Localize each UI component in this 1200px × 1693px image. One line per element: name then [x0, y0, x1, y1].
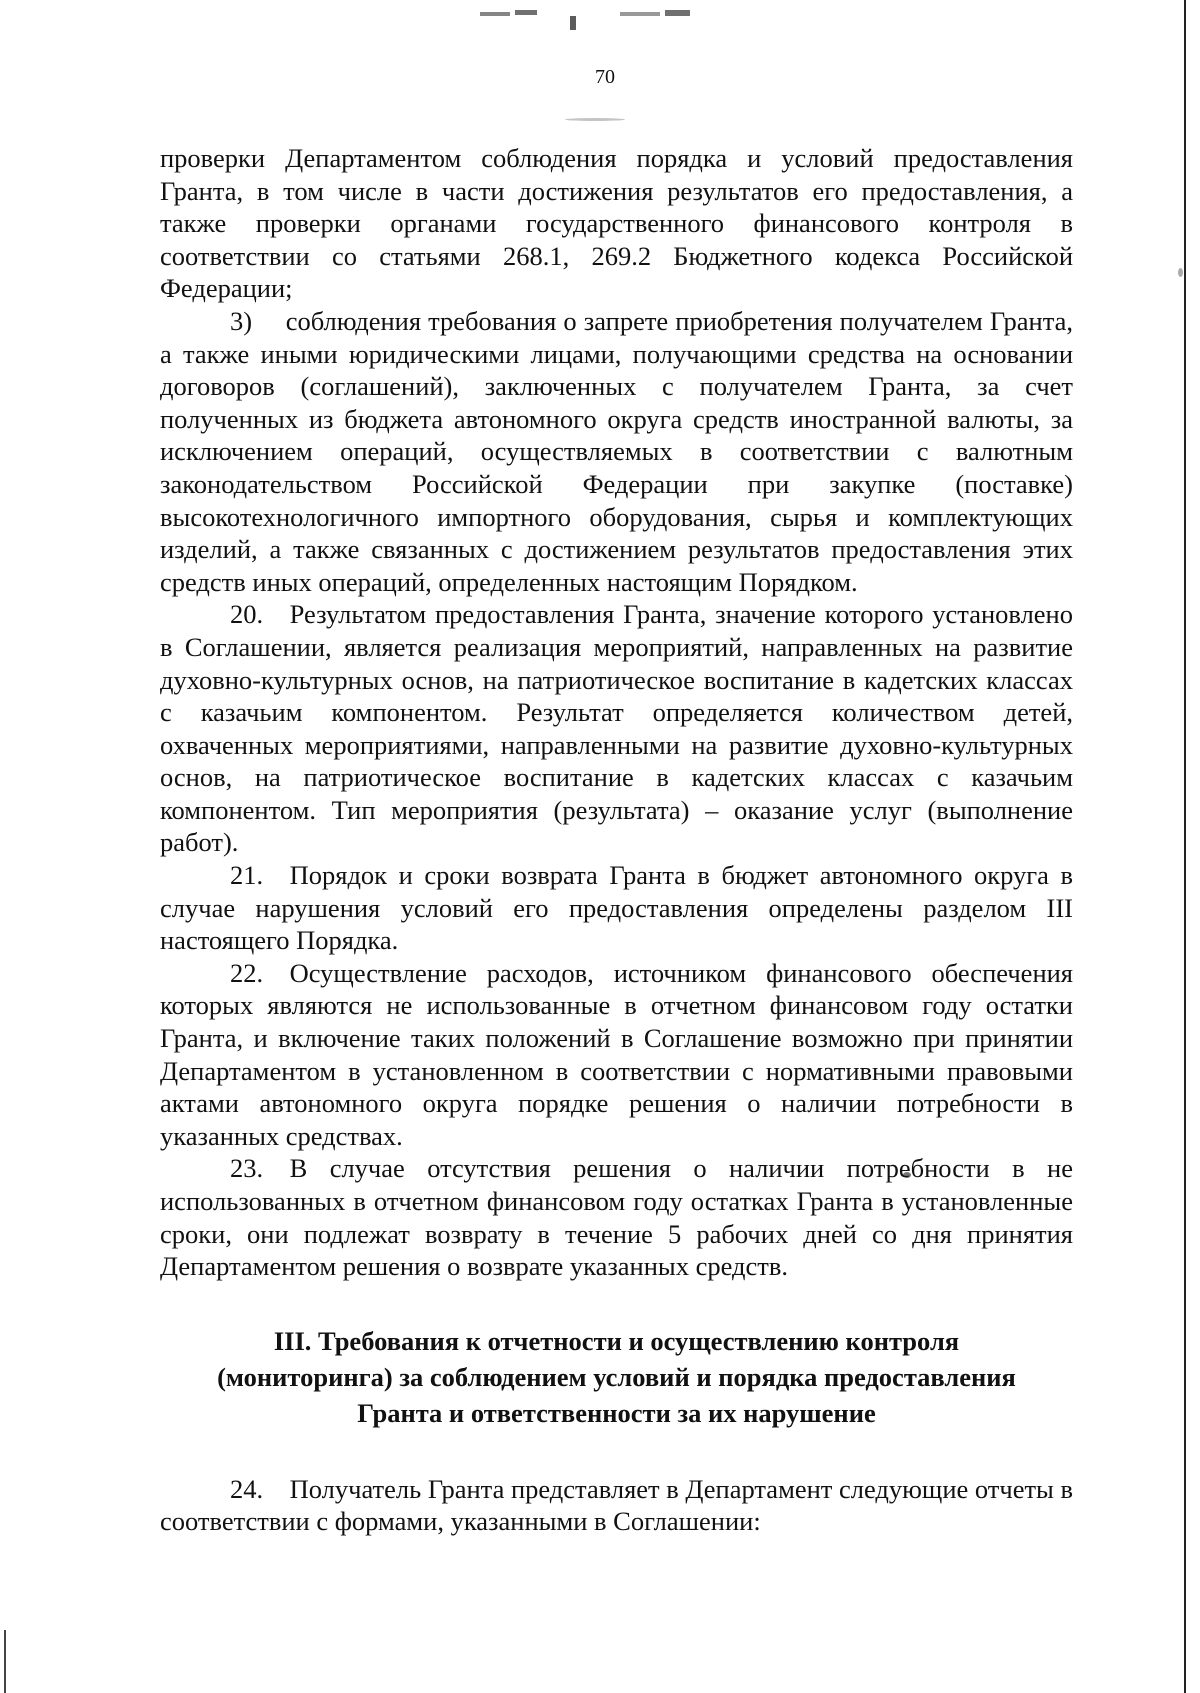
scan-speck: [565, 118, 625, 121]
section-heading-line: III. Требования к отчетности и осуществлению контроля: [273, 1325, 960, 1356]
paragraph-24: 24. Получатель Гранта представляет в Департамент следующие отчеты в соответствии с формами, указанными в Соглашении:: [160, 1473, 1073, 1537]
scan-edge-left: [4, 1630, 6, 1693]
document-body: [160, 142, 1073, 1538]
paragraph-23: 23. В случае отсутствия решения о наличии потребности в не использованных в отчетном финансовом году остатках Гранта в установленные сроки, они подлежат возврату в течение 5 рабочих дней со дня принятия Департаментом решения о возврате указанных средств.: [160, 1153, 1073, 1282]
section-heading-line: Гранта и ответственности за их нарушение: [357, 1397, 876, 1428]
paragraph-22: 22. Осуществление расходов, источником финансового обеспечения которых являются не использованные в отчетном финансовом году остатки Гранта, и включение таких положений в Соглашение возможно при принятии Департаментом в установленном в соответствии с нормативными правовыми актами автономного округа порядке решения о наличии потребности в указанных средствах.: [160, 957, 1073, 1151]
section-heading: [160, 1323, 1073, 1431]
scan-noise-top: [470, 4, 730, 34]
paragraph-continuation: проверки Департаментом соблюдения порядка и условий предоставления Гранта, в том числе в части достижения результатов его предоставления, а также проверки органами государственного финансового контроля в соответствии со статьями 268.1, 269.2 Бюджетного кодекса Российской Федерации;: [160, 143, 1073, 304]
scan-speck: [1178, 268, 1183, 277]
scan-edge-right: [1184, 0, 1186, 1693]
paragraph-20: 20. Результатом предоставления Гранта, значение которого установлено в Соглашении, является реализация мероприятий, направленных на развитие духовно-культурных основ, на патриотическое воспитание в кадетских классах с казачьим компонентом. Результат определяется количеством детей, охваченных мероприятиями, направленными на развитие духовно-культурных основ, на патриотическое воспитание в кадетских классах с казачьим компонентом. Тип мероприятия (результата) – оказание услуг (выполнение работ).: [160, 599, 1073, 858]
section-heading-line: (мониторинга) за соблюдением условий и порядка предоставления: [217, 1361, 1016, 1392]
page-number: 70: [595, 66, 615, 88]
paragraph-item-3: 3) соблюдения требования о запрете приобретения получателем Гранта, а также иными юридическими лицами, получающими средства на основании договоров (соглашений), заключенных с получателем Гранта, за счет полученных из бюджета автономного округа средств иностранной валюты, за исключением операций, осуществляемых в соответствии с валютным законодательством Российской Федерации при закупке (поставке) высокотехнологичного импортного оборудования, сырья и комплектующих изделий, а также связанных с достижением результатов предоставления этих средств иных операций, определенных настоящим Порядком.: [160, 305, 1073, 597]
paragraph-21: 21. Порядок и сроки возврата Гранта в бюджет автономного округа в случае нарушения условий его предоставления определены разделом III настоящего Порядка.: [160, 860, 1073, 956]
